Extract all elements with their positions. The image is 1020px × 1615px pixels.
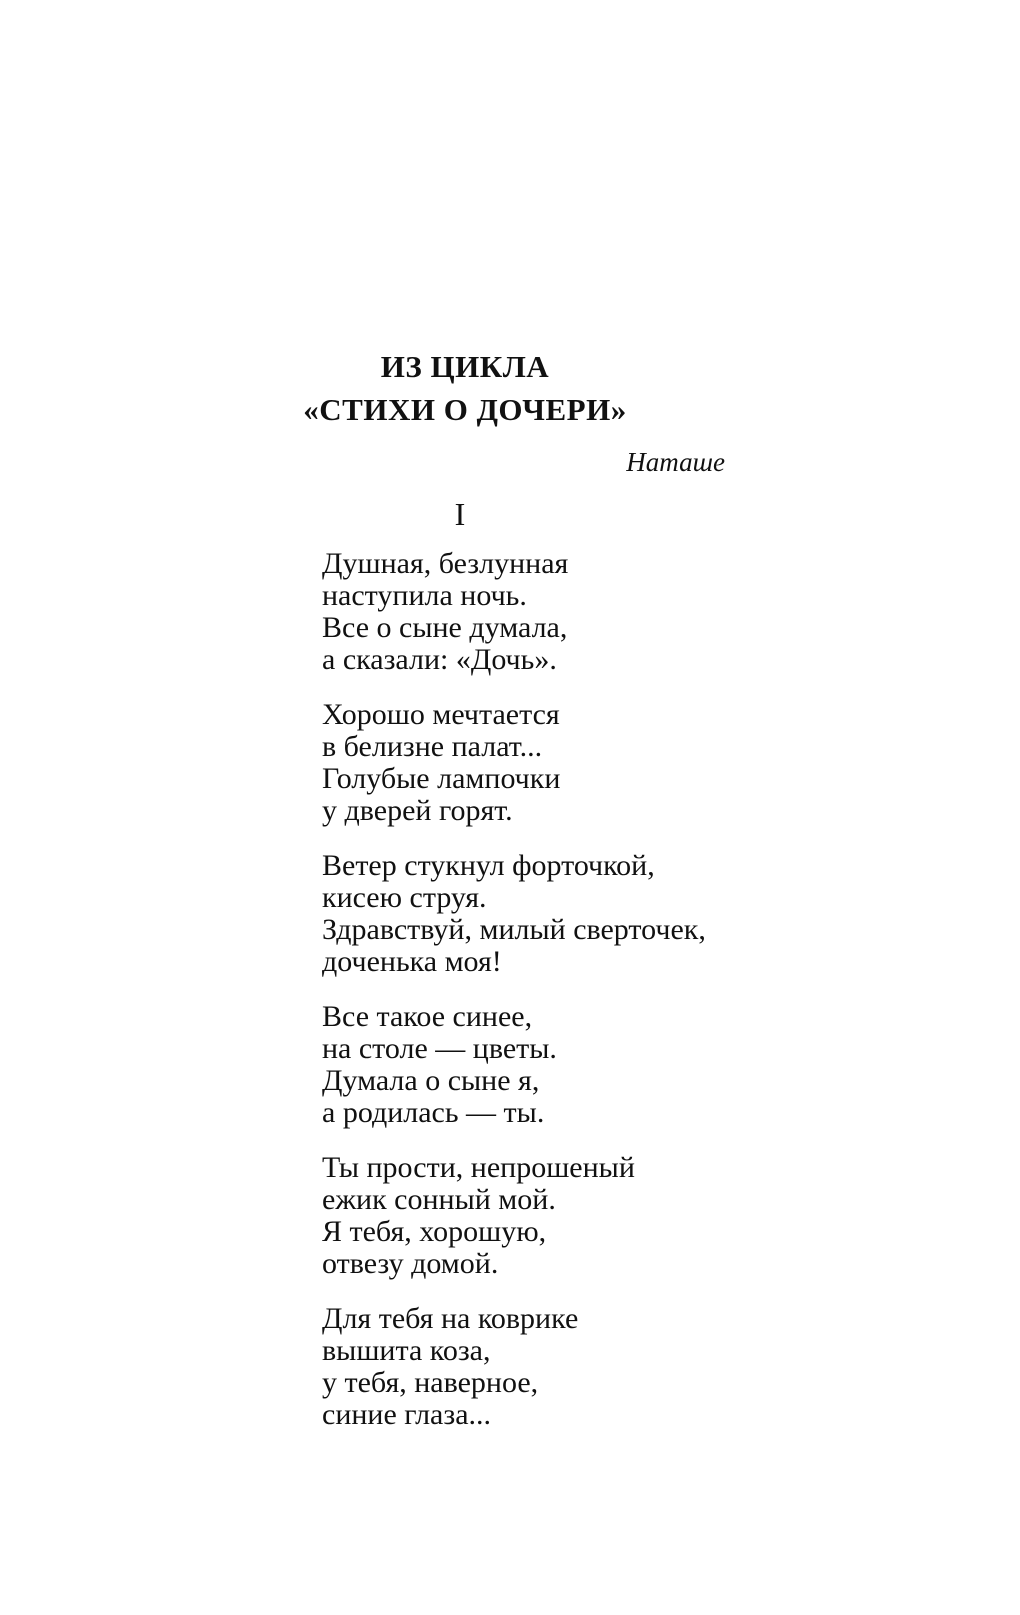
poem-line: у тебя, наверное, xyxy=(322,1366,539,1399)
poem-line: на столе — цветы. xyxy=(322,1032,557,1065)
poem-line: Я тебя, хорошую, xyxy=(322,1215,547,1248)
section-numeral: I xyxy=(454,496,466,532)
dedication: Наташе xyxy=(626,447,725,477)
poem-line: доченька моя! xyxy=(322,945,502,978)
poem-line: Здравствуй, милый сверточек, xyxy=(322,913,706,946)
poem-line: наступила ночь. xyxy=(322,579,527,612)
stanza-3 xyxy=(322,850,942,978)
poem-line: а сказали: «Дочь». xyxy=(322,643,557,676)
poem-line: вышита коза, xyxy=(322,1334,491,1367)
poem-line: Ты прости, непрошеный xyxy=(322,1151,635,1184)
poem-line: в белизне палат... xyxy=(322,730,543,763)
title-line-1: ИЗ ЦИКЛА xyxy=(380,349,550,384)
poem-body xyxy=(322,548,942,1454)
poem-line: Думала о сыне я, xyxy=(322,1064,540,1097)
poem-line: Для тебя на коврике xyxy=(322,1302,579,1335)
stanza-5 xyxy=(322,1152,942,1280)
stanza-2 xyxy=(322,699,942,827)
poem-line: Все о сыне думала, xyxy=(322,611,568,644)
poem-cycle-title xyxy=(280,345,650,431)
poem-line: у дверей горят. xyxy=(322,794,513,827)
poem-line: Все такое синее, xyxy=(322,1000,533,1033)
stanza-1 xyxy=(322,548,942,676)
poem-line: а родилась — ты. xyxy=(322,1096,545,1129)
poem-line: Хорошо мечтается xyxy=(322,698,560,731)
stanza-6 xyxy=(322,1303,942,1431)
poem-line: Душная, безлунная xyxy=(322,547,569,580)
poem-line: синие глаза... xyxy=(322,1398,492,1431)
stanza-4 xyxy=(322,1001,942,1129)
title-line-2: «СТИХИ О ДОЧЕРИ» xyxy=(303,392,627,427)
poem-line: Ветер стукнул форточкой, xyxy=(322,849,655,882)
poem-line: Голубые лампочки xyxy=(322,762,561,795)
poem-line: отвезу домой. xyxy=(322,1247,499,1280)
poem-line: кисею струя. xyxy=(322,881,487,914)
poem-line: ежик сонный мой. xyxy=(322,1183,556,1216)
